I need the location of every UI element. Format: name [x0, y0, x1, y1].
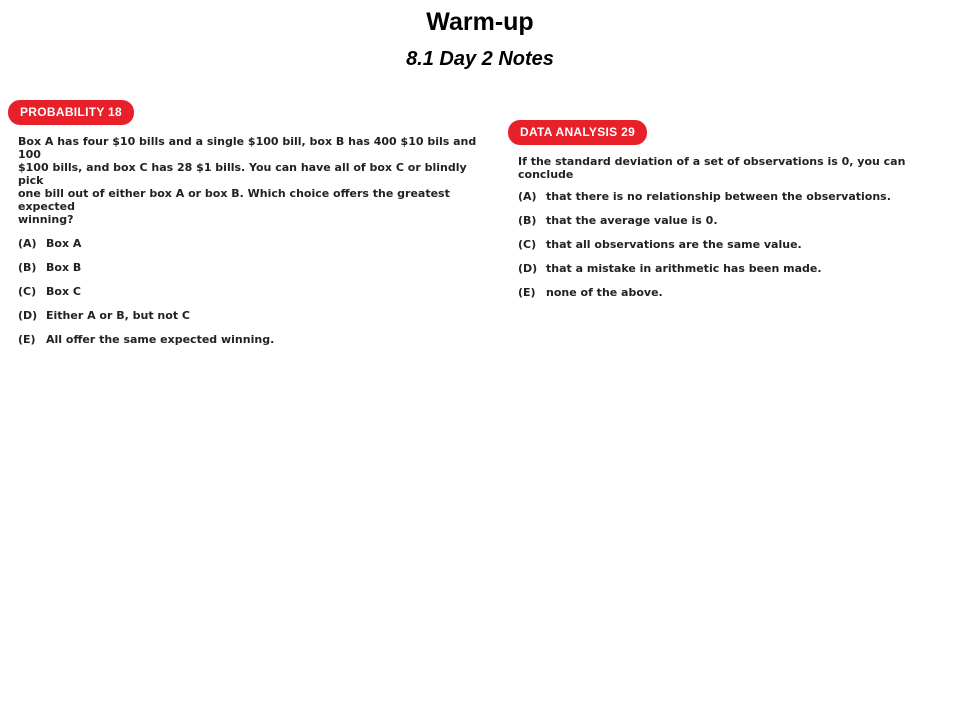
choice-text: Box B — [46, 261, 82, 274]
choice-letter: (B) — [18, 261, 37, 274]
choice-letter: (A) — [518, 190, 537, 203]
choice-a — [18, 232, 488, 256]
choice-text: All offer the same expected winning. — [46, 333, 275, 346]
question-line: Box A has four $10 bills and a single $100 bill, box B has 400 $10 bils and 100 — [18, 135, 477, 161]
page-subtitle: 8.1 Day 2 Notes — [406, 48, 554, 70]
choice-b — [518, 209, 938, 233]
choice-d — [18, 304, 488, 328]
page-title: Warm-up — [426, 8, 534, 36]
choice-a — [518, 185, 938, 209]
question-line: one bill out of either box A or box B. Which choice offers the greatest expected — [18, 187, 450, 213]
choice-text: Either A or B, but not C — [46, 309, 190, 322]
probability-badge: PROBABILITY 18 — [8, 100, 134, 125]
question-line: If the standard deviation of a set of observations is 0, you can conclude — [518, 155, 906, 181]
data-analysis-choices — [518, 185, 938, 305]
choice-e — [18, 328, 488, 352]
choice-c — [18, 280, 488, 304]
data-analysis-badge: DATA ANALYSIS 29 — [508, 120, 647, 145]
choice-letter: (C) — [18, 285, 37, 298]
choice-letter: (A) — [18, 237, 37, 250]
question-line: $100 bills, and box C has 28 $1 bills. You can have all of box C or blindly pick — [18, 161, 467, 187]
choice-letter: (B) — [518, 214, 537, 227]
choice-d — [518, 257, 938, 281]
choice-letter: (D) — [518, 262, 538, 275]
choice-text: that there is no relationship between the observations. — [546, 190, 891, 203]
choice-text: Box C — [46, 285, 81, 298]
choice-letter: (E) — [518, 286, 536, 299]
choice-letter: (C) — [518, 238, 537, 251]
choice-text: that all observations are the same value. — [546, 238, 802, 251]
choice-text: Box A — [46, 237, 82, 250]
probability-choices — [18, 232, 488, 352]
choice-c — [518, 233, 938, 257]
choice-text: none of the above. — [546, 286, 663, 299]
choice-text: that a mistake in arithmetic has been made. — [546, 262, 822, 275]
choice-letter: (D) — [18, 309, 38, 322]
choice-text: that the average value is 0. — [546, 214, 718, 227]
probability-question-panel — [8, 100, 488, 352]
data-analysis-question-text — [518, 155, 938, 181]
choice-b — [18, 256, 488, 280]
probability-question-text — [18, 135, 488, 226]
data-analysis-question-panel — [508, 120, 938, 305]
choice-letter: (E) — [18, 333, 36, 346]
question-line: winning? — [18, 213, 74, 226]
choice-e — [518, 281, 938, 305]
